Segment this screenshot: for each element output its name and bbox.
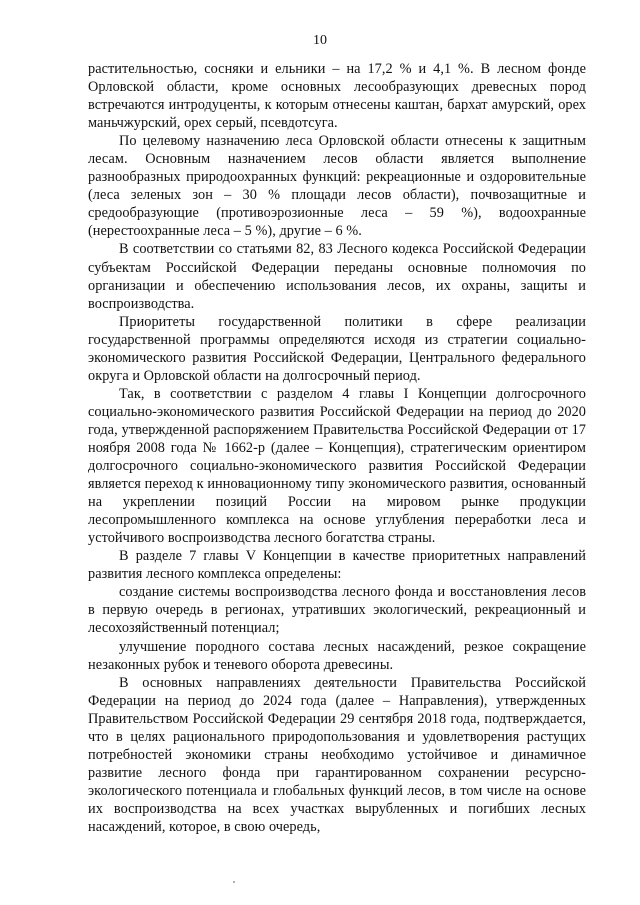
paragraph-6: В разделе 7 главы V Концепции в качестве приоритетных направлений развития лесного комплекса определены: [88, 548, 586, 583]
paragraph-4: Приоритеты государственной политики в сфере реализации государственной программы определяются исходя из стратегии социально-экономического развития Российской Федерации, Центрального федерального округа и Орловской области на долгосрочный период. [88, 313, 586, 384]
paragraph-1: растительностью, сосняки и ельники – на 17,2 % и 4,1 %. В лесном фонде Орловской области, кроме основных лесообразующих древесных пород встречаются интродуценты, к которым отнесены каштан, бархат амурский, орех маньчжурский, орех серый, псевдотсуга. [88, 61, 586, 132]
page-number: 10 [313, 33, 327, 48]
paragraph-7: создание системы воспроизводства лесного фонда и восстановления лесов в первую очередь в регионах, утративших экологический, рекреационный и лесохозяйственный потенциал; [88, 584, 586, 637]
paragraph-2: По целевому назначению леса Орловской области отнесены к защитным лесам. Основным назначением лесов области является выполнение разнообразных природоохранных функций: рекреационные и оздоровительные (леса зеленых зон – 30 % площади лесов области), почвозащитные и средообразующие (противоэрозионные леса – 59 %), водоохранные (нерестоохранные леса – 5 %), другие – 6 %. [88, 133, 586, 240]
body-text [88, 60, 586, 836]
paragraph-9: В основных направлениях деятельности Правительства Российской Федерации на период до 2024 года (далее – Направления), утвержденных Правительством Российской Федерации 29 сентября 2018 года, подтверждается, что в целях рационального природопользования и удовлетворения растущих потребностей экономики страны необходимо устойчивое и динамичное развитие лесного фонда при гарантированном сохранении ресурсно-экологического потенциала и глобальных функций лесов, в том числе на основе их воспроизводства на всех участках вырубленных и погибших лесных насаждений, которое, в свою очередь, [88, 674, 586, 835]
paragraph-5: Так, в соответствии с разделом 4 главы I Концепции долгосрочного социально-экономического развития Российской Федерации на период до 2020 года, утвержденной распоряжением Правительства Российской Федерации от 17 ноября 2008 года № 1662-р (далее – Концепция), стратегическим ориентиром долгосрочного социально-экономического развития Российской Федерации является переход к инновационному типу экономического развития, основанный на укреплении позиций России на мировом рынке продукции лесопромышленного комплекса на основе углубления переработки леса и устойчивого воспроизводства лесного богатства страны. [88, 385, 586, 547]
paragraph-3: В соответствии со статьями 82, 83 Лесного кодекса Российской Федерации субъектам Российской Федерации переданы основные полномочия по организации и обеспечению использования лесов, их охраны, защиты и воспроизводства. [88, 241, 586, 312]
scan-speck [233, 881, 235, 883]
paragraph-8: улучшение породного состава лесных насаждений, резкое сокращение незаконных рубок и теневого оборота древесины. [88, 638, 586, 673]
